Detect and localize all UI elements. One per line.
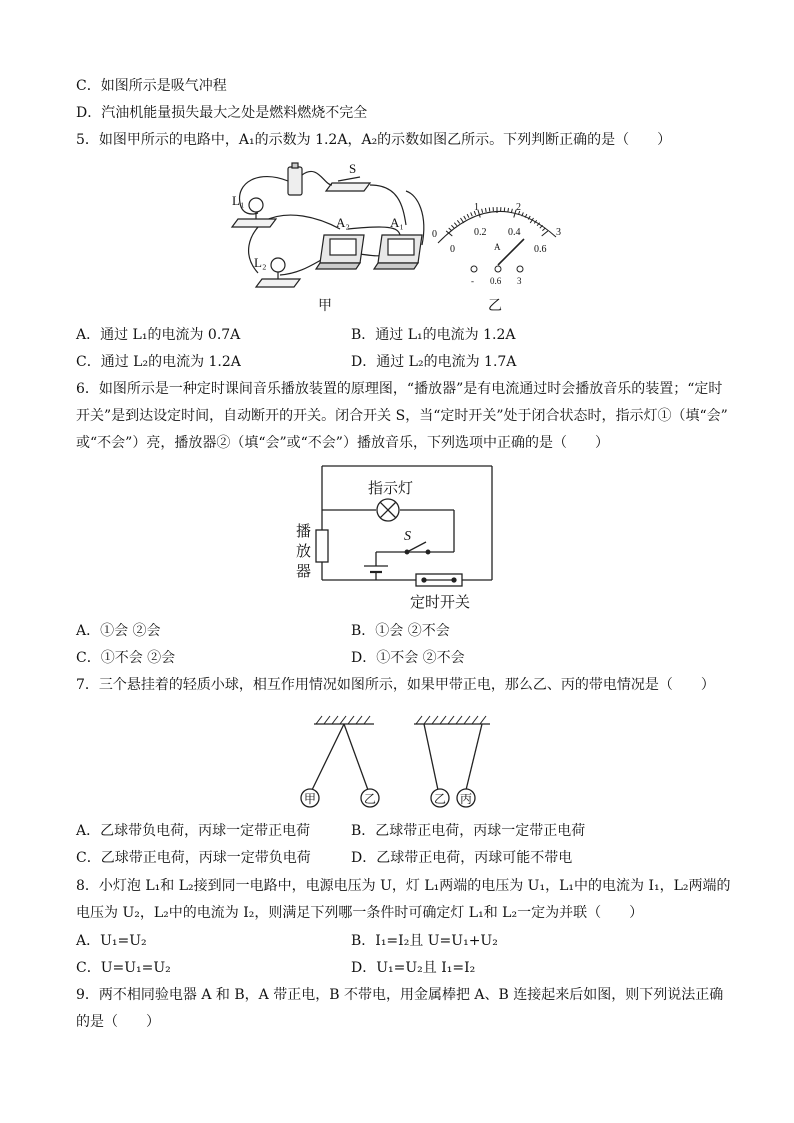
dial-outer-tick-3: 3 — [556, 227, 561, 238]
q8-option-b: B．I₁=I₂且 U=U₁+U₂ — [351, 933, 498, 949]
indicator-lamp-label: 指示灯 — [368, 481, 414, 497]
ball-yi-left-label: 乙 — [364, 792, 377, 806]
q9-stem-line1: 9．两不相同验电器 A 和 B，A 带正电，B 不带电，用金属棒把 A、B 连接起来后如图，则下列说法正确 — [76, 987, 724, 1003]
terminal-minus: - — [471, 276, 474, 286]
ball-yi-right-label: 乙 — [434, 792, 447, 806]
q9-stem-line2: 的是（ ） — [76, 1014, 160, 1030]
q8-stem-line2: 电压为 U₂，L₂中的电流为 I₂，则满足下列哪一条件时可确定灯 L₁和 L₂一定为并联（ ） — [76, 905, 644, 921]
dial-tick-mark — [471, 212, 473, 216]
q6-option-a: A．①会 ②会 — [76, 623, 161, 639]
dial-tick-mark — [446, 231, 452, 236]
q4-option-d: D．汽油机能量损失最大之处是燃料燃烧不完全 — [76, 105, 368, 121]
dial-tick-mark — [511, 209, 512, 213]
q6-circuit-figure — [292, 462, 498, 614]
timer-switch-label: 定时开关 — [410, 595, 471, 611]
battery-icon — [288, 167, 302, 195]
dial-tick-mark — [542, 231, 548, 236]
dial-inner-tick-0.4: 0.4 — [508, 227, 521, 238]
q6-stem-line3: 或“不会”）亮，播放器②（填“会”或“不会”）播放音乐，下列选项中正确的是（ ） — [76, 435, 609, 451]
lamp-l1-label: L₁ — [232, 193, 245, 208]
q5-option-a: A．通过 L₁的电流为 0.7A — [76, 327, 241, 343]
q7-option-c: C．乙球带正电荷，丙球一定带负电荷 — [76, 850, 311, 866]
ball-bing-label: 丙 — [460, 792, 473, 806]
dial-arc-icon — [438, 211, 556, 243]
player-label-2: 放 — [296, 544, 312, 560]
q7-pith-balls-figure — [300, 710, 500, 812]
dial-inner-tick-0: 0 — [450, 244, 455, 255]
figure-yi-caption: 乙 — [488, 299, 502, 314]
q5-stem: 5．如图甲所示的电路中，A₁的示数为 1.2A，A₂的示数如图乙所示。下列判断正确的是（ ） — [76, 132, 672, 148]
switch-s-label: S — [404, 529, 411, 544]
player-label-1: 播 — [296, 524, 312, 540]
dial-tick-mark — [542, 228, 545, 231]
ammeter-a2-label: A₂ — [336, 215, 350, 230]
dial-inner-tick-0.6: 0.6 — [534, 244, 547, 255]
ammeter-a1-label: A₁ — [390, 215, 404, 230]
lamp-l2-label: L₂ — [254, 255, 267, 270]
q5-option-c: C．通过 L₂的电流为 1.2A — [76, 354, 241, 370]
q8-option-d: D．U₁=U₂且 I₁=I₂ — [351, 960, 476, 976]
dial-outer-tick-0: 0 — [432, 229, 437, 240]
dial-tick-mark — [464, 216, 466, 219]
dial-tick-mark — [485, 208, 486, 212]
q7-option-b: B．乙球带正电荷，丙球一定带正电荷 — [351, 823, 586, 839]
q6-option-d: D．①不会 ②不会 — [351, 650, 465, 666]
q8-option-a: A．U₁=U₂ — [76, 933, 147, 949]
q4-option-c: C．如图所示是吸气冲程 — [76, 78, 227, 94]
q6-option-b: B．①会 ②不会 — [351, 623, 450, 639]
dial-inner-tick-0.2: 0.2 — [474, 227, 487, 238]
dial-tick-mark — [482, 209, 483, 213]
dial-tick-mark — [467, 214, 469, 218]
dial-tick-mark — [454, 223, 457, 226]
dial-outer-tick-2: 2 — [516, 202, 521, 213]
q7-option-a: A．乙球带负电荷，丙球一定带正电荷 — [76, 823, 311, 839]
dial-tick-mark — [451, 225, 454, 228]
terminal-0.6: 0.6 — [490, 276, 502, 286]
dial-tick-mark — [508, 208, 509, 212]
lamp-l1-icon — [249, 198, 263, 212]
player-label-3: 器 — [296, 564, 312, 580]
dial-tick-mark — [457, 220, 459, 223]
player-icon — [316, 530, 328, 562]
q5-option-d: D．通过 L₂的电流为 1.7A — [351, 354, 517, 370]
dial-outer-tick-1: 1 — [474, 202, 479, 213]
dial-tick-mark — [460, 218, 463, 223]
dial-unit: A — [494, 242, 501, 252]
q5-figures — [228, 155, 573, 317]
switch-s-icon — [326, 183, 370, 191]
q8-option-c: C．U=U₁=U₂ — [76, 960, 171, 976]
q7-stem: 7．三个悬挂着的轻质小球，相互作用情况如图所示，如果甲带正电，那么乙、丙的带电情况是（ ） — [76, 677, 715, 693]
q7-option-d: D．乙球带正电荷，丙球可能不带电 — [351, 850, 573, 866]
figure-jia-caption: 甲 — [318, 299, 332, 314]
lamp-l2-icon — [271, 258, 285, 272]
q6-stem-line2: 开关”是到达设定时间，自动断开的开关。闭合开关 S，当“定时开关”处于闭合状态时，指示灯①（填“会” — [76, 408, 728, 424]
dial-needle-icon — [498, 239, 524, 265]
ball-jia-label: 甲 — [304, 792, 317, 806]
switch-s-label: S — [349, 161, 357, 176]
q6-stem-line1: 6．如图所示是一种定时课间音乐播放装置的原理图，“播放器”是有电流通过时会播放音乐的装置；“定时 — [76, 381, 723, 397]
terminal-3: 3 — [517, 276, 522, 286]
dial-tick-mark — [449, 228, 452, 231]
q5-option-b: B．通过 L₁的电流为 1.2A — [351, 327, 516, 343]
q8-stem-line1: 8．小灯泡 L₁和 L₂接到同一电路中，电源电压为 U，灯 L₁两端的电压为 U₁，L₁中的电流为 I₁，L₂两端的 — [76, 878, 731, 894]
ammeter-dial-yi — [438, 207, 556, 272]
q6-option-c: C．①不会 ②会 — [76, 650, 176, 666]
